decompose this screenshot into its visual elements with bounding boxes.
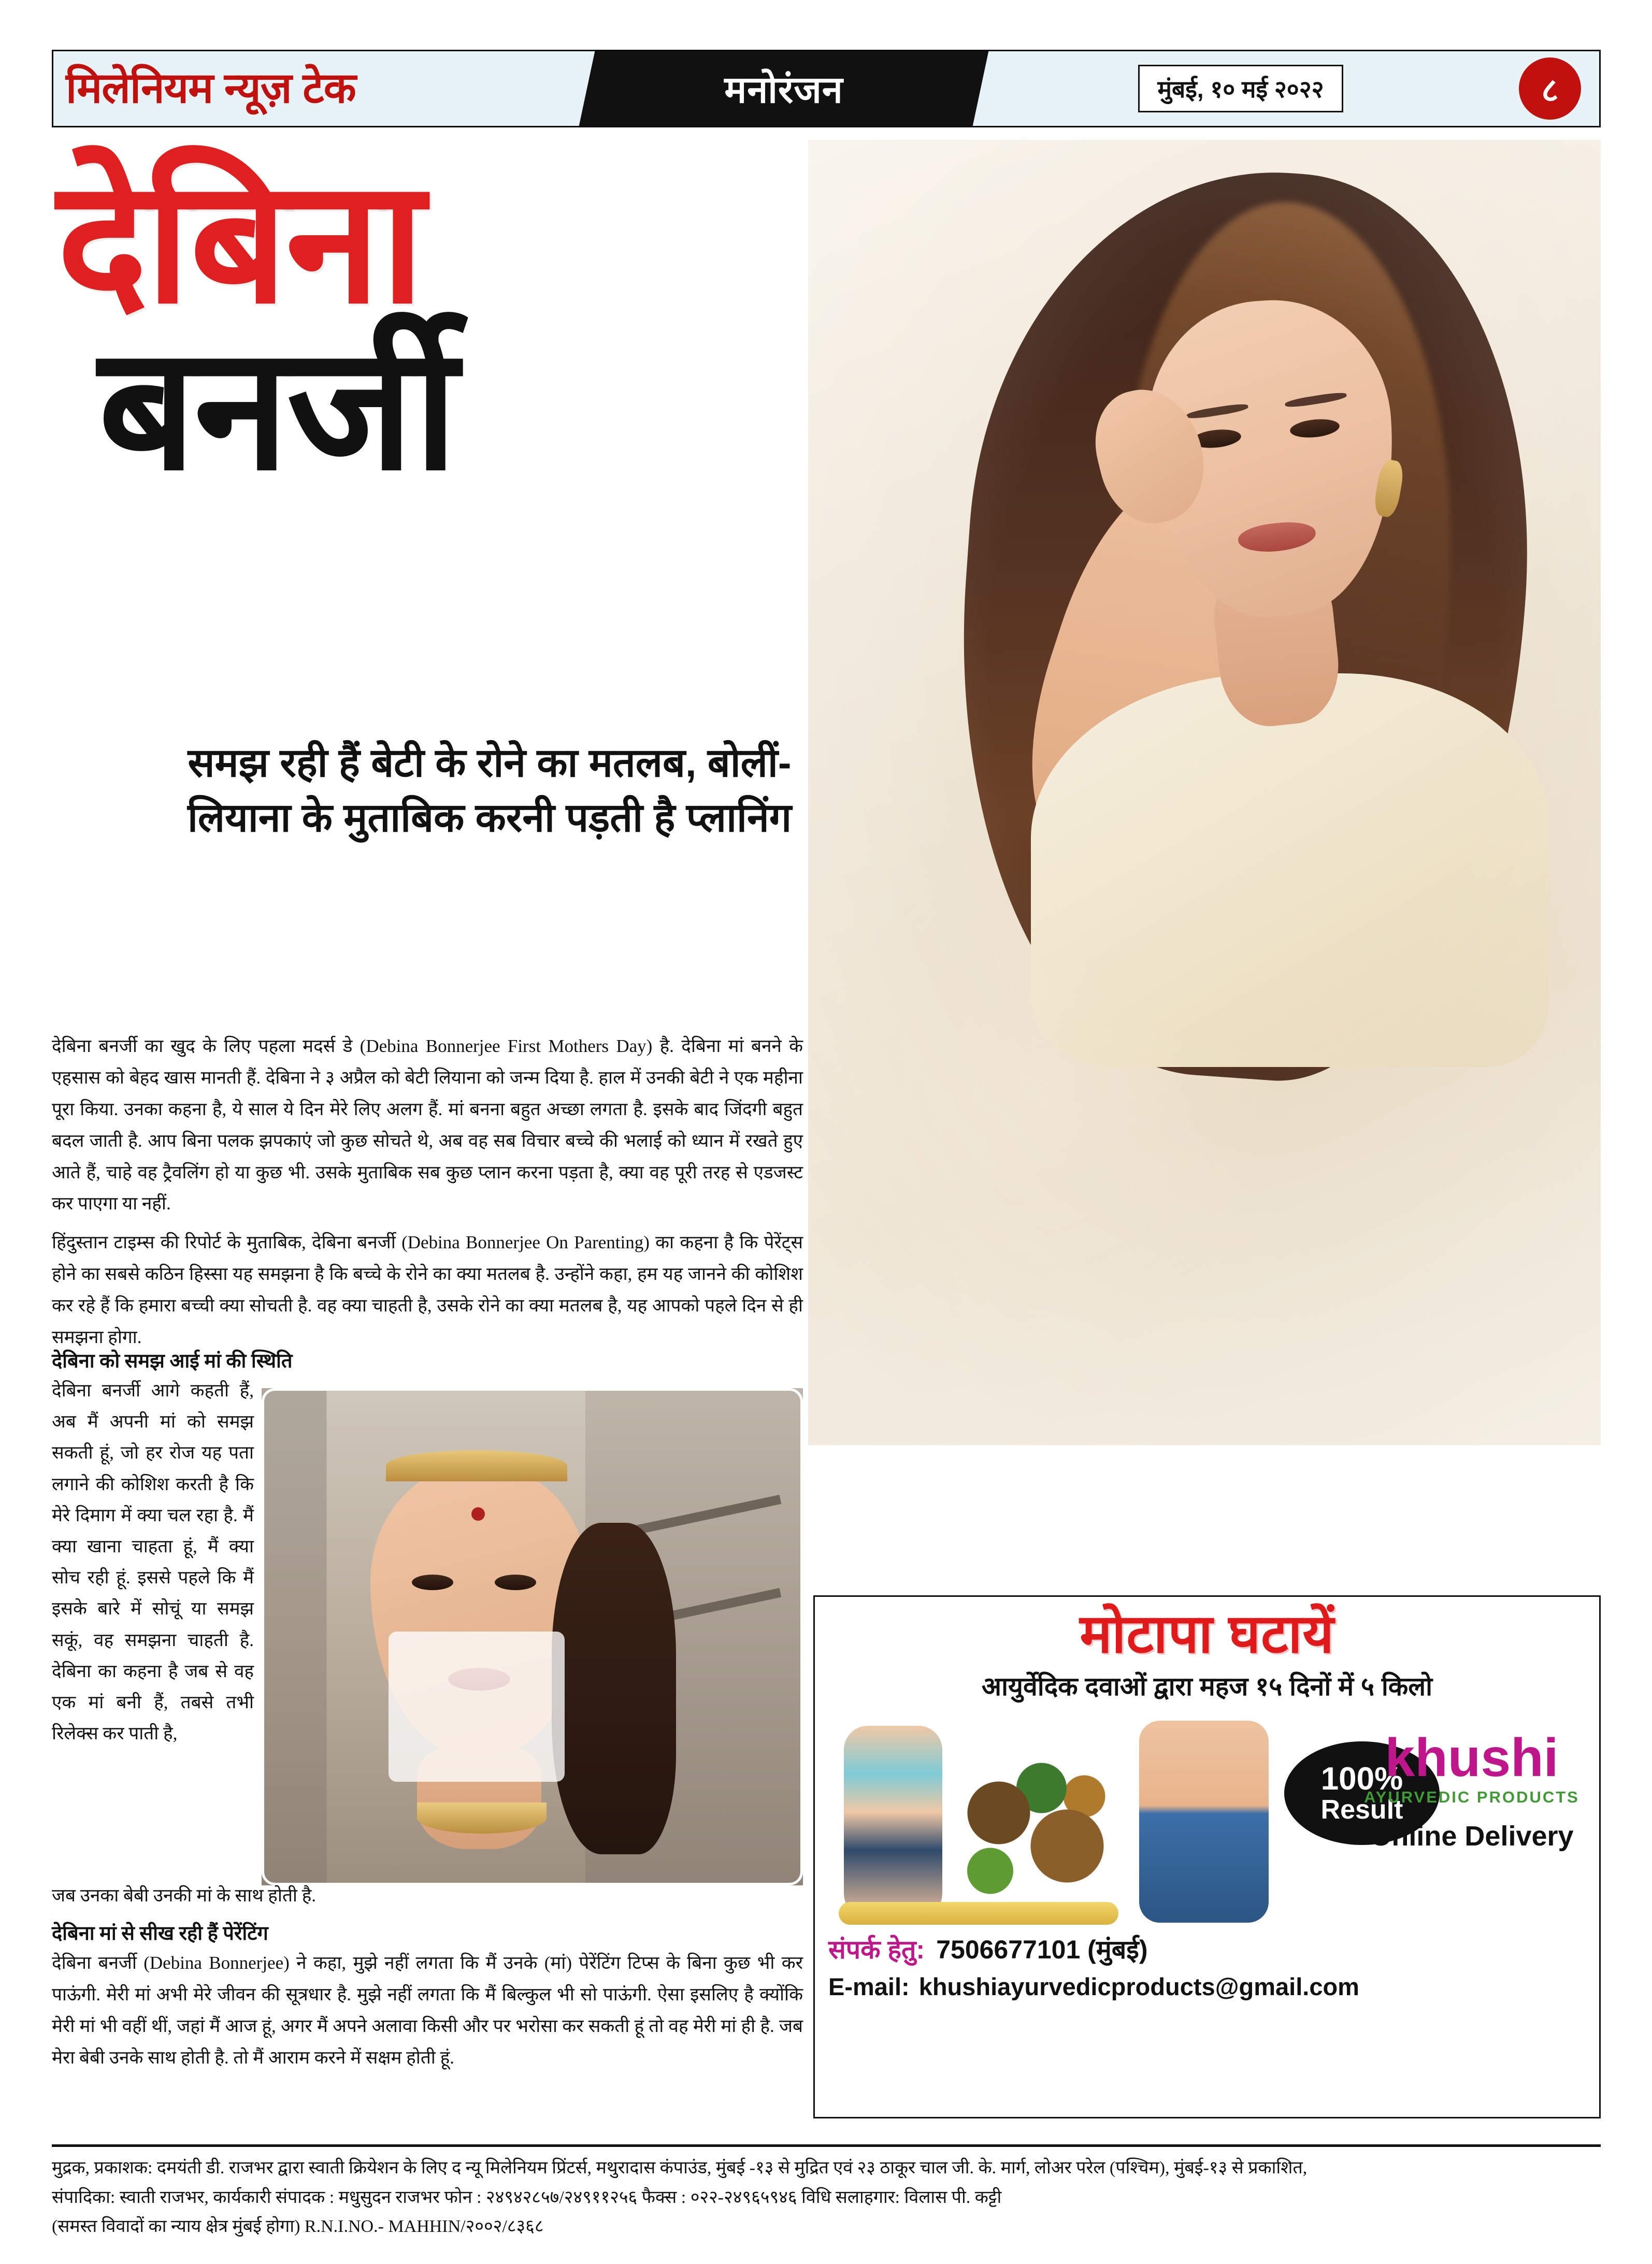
masthead-section-block bbox=[587, 51, 981, 126]
lead-paragraph-1: देबिना बनर्जी का खुद के लिए पहला मदर्स डे (Debina Bonnerjee First Mothers Day) है. देबिना मां बनने के एहसास को बेहद खास मानती हैं. देबिना ने ३ अप्रैल को बेटी लियाना को जन्म दिया है. हाल में उनकी बेटी ने एक महीना पूरा किया. उनका कहना है, ये साल ये दिन मेरे लिए अलग हैं. मां बनना बहुत अच्छा लगता है. इसके बाद जिंदगी बहुत बदल जाती है. आप बिना पलक झपकाएं जो कुछ सोचते थे, अब वह सब विचार बच्चे की भलाई को ध्यान में रखते हुए आते हैं, चाहे वह ट्रैवलिंग हो या कुछ भी. उसके मुताबिक सब कुछ प्लान करना पड़ता है, क्या वह पूरी तरह से एडजस्ट कर पाएगा या नहीं. bbox=[52, 1036, 803, 1214]
masthead-date-block bbox=[981, 65, 1501, 112]
advertisement[interactable] bbox=[813, 1595, 1601, 2118]
article-subhead-2: देबिना मां से सीख रही हैं पेरेंटिंग bbox=[52, 1923, 268, 1944]
masthead bbox=[52, 50, 1601, 127]
masthead-brand-block bbox=[53, 51, 587, 126]
ad-email-row[interactable] bbox=[828, 1972, 1586, 2001]
footer-line-1: मुद्रक, प्रकाशक: दमयंती डी. राजभर द्वारा स्वाती क्रियेशन के लिए द न्यू मिलेनियम प्रिंटर्स, मथुरादास कंपाउंड, मुंबई -१३ से मुद्रित एवं २३ ठाकूर चाल जी. के. मार्ग, लोअर परेल (पश्चिम), मुंबई-१३ से प्रकाशित, bbox=[52, 2158, 1308, 2178]
ad-title: मोटापा घटायें bbox=[1080, 1604, 1334, 1664]
masthead-brand: मिलेनियम न्यूज़ टेक bbox=[66, 65, 356, 112]
hero-area bbox=[52, 140, 1601, 1020]
headline bbox=[57, 146, 865, 504]
ad-contact-row[interactable] bbox=[828, 1931, 1586, 1966]
ad-man-photo bbox=[1139, 1721, 1269, 1923]
ad-delivery-label: Online Delivery bbox=[1370, 1821, 1574, 1852]
ad-media-row bbox=[828, 1710, 1586, 1928]
hero-subhead: समझ रही हैं बेटी के रोने का मतलब, बोलीं- लियाना के मुताबिक करनी पड़ती है प्लानिंग bbox=[187, 741, 792, 841]
ad-brand-name: khushi bbox=[1385, 1728, 1559, 1789]
masthead-page-block bbox=[1501, 57, 1599, 120]
masthead-date: मुंबई, १० मई २०२२ bbox=[1138, 65, 1343, 112]
footer-divider bbox=[52, 2144, 1601, 2147]
ad-email-label: E-mail: bbox=[828, 1973, 910, 2001]
headline-line-1: देबिना bbox=[57, 146, 423, 337]
footer-line-2: संपादिका: स्वाती राजभर, कार्यकारी संपादक : मधुसुदन राजभर फोन : २४९४२८५७/२४९११२५६ फैक्स : ०२२-२४९६५९४६ विधि सलाहगार: विलास पी. कट्टी bbox=[52, 2187, 1002, 2207]
ad-contact-number[interactable]: 7506677101 (मुंबई) bbox=[936, 1935, 1148, 1965]
headline-line-2: बनर्जी bbox=[98, 312, 456, 504]
article-column-wrap: जब उनका बेबी उनकी मां के साथ होती है. bbox=[52, 1885, 317, 1906]
footer-line-3: (समस्त विवादों का न्याय क्षेत्र मुंबई होगा) R.N.I.NO.- MAHHIN/२००२/८३६८ bbox=[52, 2217, 544, 2237]
article-subhead-1: देबिना को समझ आई मां की स्थिति bbox=[52, 1350, 293, 1372]
ad-herbs-image bbox=[947, 1747, 1118, 1912]
page-number-badge: ८ bbox=[1519, 57, 1581, 120]
ad-measuring-tape bbox=[839, 1902, 1118, 1925]
ad-email-address[interactable]: khushiayurvedicproducts@gmail.com bbox=[918, 1973, 1359, 2001]
ad-result-percent: 100% bbox=[1320, 1761, 1403, 1797]
lead-paragraph-2: हिंदुस्तान टाइम्स की रिपोर्ट के मुताबिक, देबिना बनर्जी (Debina Bonnerjee On Parenting) का कहना है कि पेरेंट्स होने का सबसे कठिन हिस्सा यह समझना है कि बच्चे के रोने का क्या मतलब है. उन्होंने कहा, हम यह जानने की कोशिश कर रहे हैं कि हमारा बच्ची क्या सोचती है. वह क्या चाहती है, उसके रोने का क्या मतलब है, यह आपको पहले दिन से ही समझना होगा. bbox=[52, 1232, 803, 1348]
masthead-section-label: मनोरंजन bbox=[724, 69, 843, 111]
hero-photo bbox=[808, 140, 1601, 1445]
article-column-left: देबिना बनर्जी आगे कहती हैं, अब मैं अपनी मां को समझ सकती हूं, जो हर रोज यह पता लगाने की कोशिश करती है कि मेरे दिमाग में क्या चल रहा है. मैं क्या खाना चाहता हूं, मैं क्या सोच रही हूं. इससे पहले कि मैं इसके बारे में सोचूं या समझ सकूं, वह समझना चाहती है. देबिना का कहना है जब से वह एक मां बनी हैं, तबसे तभी रिलेक्स कर पाती है, bbox=[52, 1380, 254, 1744]
article-closing: देबिना बनर्जी (Debina Bonnerjee) ने कहा, मुझे नहीं लगता कि मैं उनके (मां) पेरेंटिंग टिप्स के बिना कुछ भी कर पाऊंगी. मेरी मां अभी मेरे जीवन की सूत्रधार है. मुझे नहीं लगता कि मैं बिल्कुल भी सो पाऊंगी. ऐसा इसलिए है क्योंकि मेरी मां भी वहीं थीं, जहां मैं आज हूं, अगर मैं अपने अलावा किसी और पर भरोसा कर सकती हूं तो वह मेरी मां ही है. जब मेरा बेबी उनके साथ होती है. तो मैं आराम करने में सक्षम होती हूं. bbox=[52, 1953, 803, 2068]
ad-woman-photo bbox=[844, 1726, 942, 1917]
inset-photo bbox=[262, 1388, 803, 1885]
ad-brand-block bbox=[1363, 1728, 1581, 1852]
inset-frame bbox=[262, 1388, 803, 1885]
ad-result-label: Result bbox=[1320, 1795, 1403, 1825]
ad-contact-label: संपर्क हेतु: bbox=[828, 1935, 925, 1965]
portrait-dress bbox=[1031, 673, 1549, 1067]
footer-imprint bbox=[52, 2155, 1601, 2243]
article-lead bbox=[52, 1031, 803, 1361]
ad-subtitle: आयुर्वेदिक दवाओं द्वारा महज १५ दिनों में ५ किलो bbox=[981, 1672, 1433, 1701]
ad-brand-tagline: AYURVEDIC PRODUCTS bbox=[1364, 1788, 1579, 1807]
